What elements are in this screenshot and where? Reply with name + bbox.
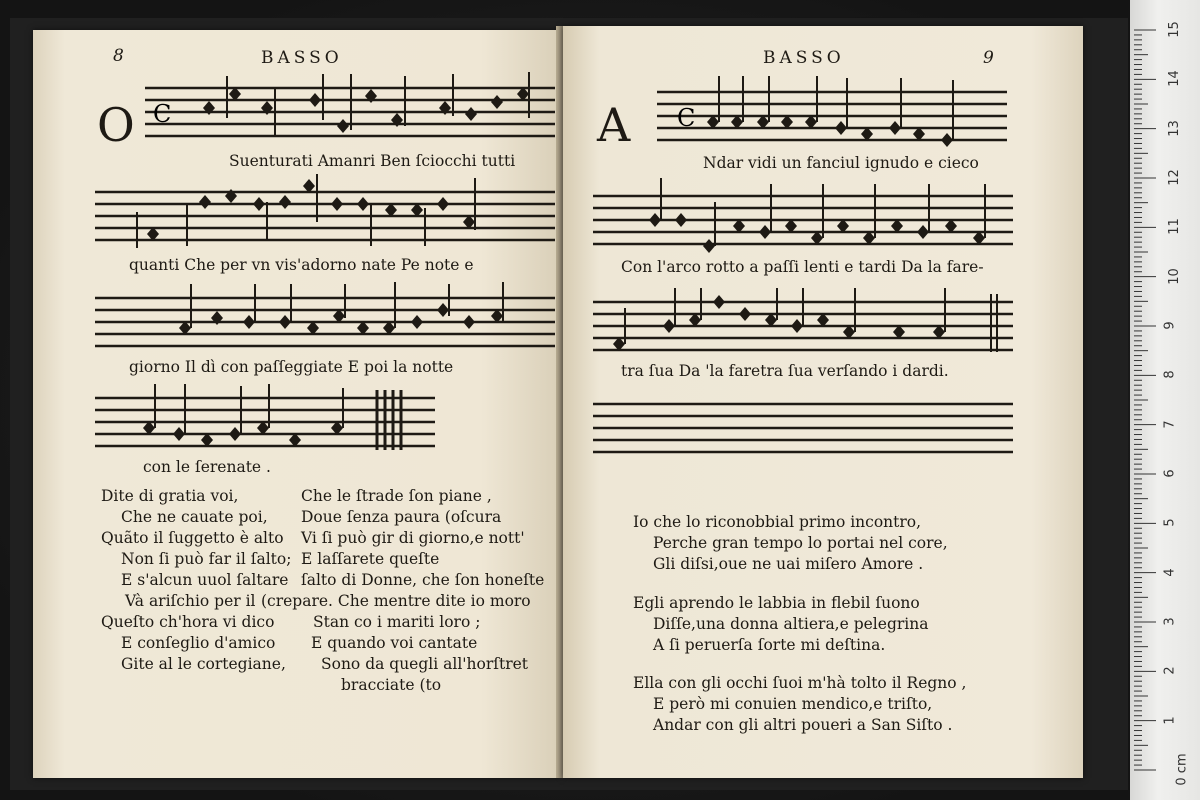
- verse-line: A ſi peruerſa ſorte mi deſtina.: [653, 636, 886, 654]
- left-lyric-2: quanti Che per vn vis'adorno nate Pe note e: [129, 256, 474, 274]
- left-staff-4: [95, 388, 435, 458]
- verse-line: Vi ſi può gir di giorno,e nott': [301, 529, 525, 547]
- ruler-label: 9: [1162, 321, 1178, 330]
- ruler-label: 8: [1162, 370, 1178, 379]
- verse-line: Che le ſtrade ſon piane ,: [301, 487, 492, 505]
- ruler-label: 13: [1166, 119, 1182, 137]
- verse-line: ſalto di Donne, che ſon honeſte: [301, 571, 545, 589]
- right-empty-staff: [593, 394, 1013, 460]
- verse-line: (crepare. Che mentre dite io moro: [261, 592, 531, 610]
- ruler-label: 12: [1166, 169, 1182, 186]
- ruler-label: 0 cm: [1174, 753, 1190, 786]
- right-stanza-2: [633, 593, 928, 656]
- right-staff-1: [657, 82, 1007, 152]
- ruler-label: 11: [1166, 218, 1182, 236]
- right-stanza-3: [633, 673, 966, 736]
- verse-line: Doue ſenza paura (oſcura: [301, 508, 502, 526]
- right-page-number: 9: [983, 48, 994, 68]
- right-lyric-1: Ndar vidi un fanciul ignudo e cieco: [703, 154, 979, 172]
- verse-line: Andar con gli altri poueri a San Siſto .: [653, 716, 953, 734]
- verse-line: E s'alcun uuol ſaltare: [121, 571, 289, 589]
- right-running-head: BASSO: [763, 48, 845, 68]
- verse-line: Gite al le cortegiane,: [121, 655, 286, 673]
- right-drop-cap: A: [597, 98, 631, 152]
- verse-line: Perche gran tempo lo portai nel core,: [653, 534, 948, 552]
- verse-line: Queſto ch'hora vi dico: [101, 613, 275, 631]
- right-staff-3: [593, 292, 1013, 362]
- verse-line: E conſeglio d'amico: [121, 634, 276, 652]
- verse-line: Non ſi può far il ſalto;: [121, 550, 292, 568]
- ruler-label: 7: [1162, 420, 1178, 429]
- verse-line: E laſſarete queſte: [301, 550, 440, 568]
- verse-line: bracciate (to: [341, 676, 442, 694]
- right-staff-2: [593, 186, 1013, 256]
- verse-line: Ella con gli occhi ſuoi m'hà tolto il Regno ,: [633, 674, 967, 692]
- right-lyric-3: tra ſua Da 'la faretra ſua verſando i dardi.: [621, 362, 949, 380]
- left-page: [33, 30, 560, 778]
- ruler-label: 5: [1162, 518, 1178, 527]
- verse-line: Che ne cauate poi,: [121, 508, 268, 526]
- ruler-label: 15: [1166, 21, 1182, 38]
- ruler-ticks: [1130, 0, 1200, 800]
- ruler-label: 6: [1162, 469, 1178, 478]
- left-staff-1: [145, 80, 555, 150]
- ruler-label: 2: [1162, 666, 1178, 675]
- verse-line: Dite di gratia voi,: [101, 487, 239, 505]
- right-lyric-2: Con l'arco rotto a paſſi lenti e tardi Da la fare-: [621, 258, 984, 276]
- left-verse-col1: [101, 486, 291, 675]
- verse-line: E quando voi cantate: [311, 634, 478, 652]
- left-page-number: 8: [113, 46, 124, 66]
- ruler-label: 1: [1162, 716, 1178, 725]
- svg-text:C: C: [153, 100, 172, 128]
- left-lyric-1: Suenturati Amanri Ben ſciocchi tutti: [229, 152, 516, 170]
- verse-line: Stan co i mariti loro ;: [313, 613, 481, 631]
- left-running-head: BASSO: [261, 48, 343, 68]
- verse-line: Egli aprendo le labbia in flebil ſuono: [633, 594, 920, 612]
- left-verse-col2: [261, 486, 545, 696]
- verse-line: Quãto il ſuggetto è alto: [101, 529, 284, 547]
- left-staff-2: [95, 182, 555, 252]
- left-staff-3: [95, 288, 555, 358]
- verse-line: Và ariſchio per il: [125, 592, 256, 610]
- right-stanza-1: [633, 512, 948, 575]
- svg-text:C: C: [677, 104, 696, 132]
- verse-line: Sono da quegli all'horſtret: [321, 655, 529, 673]
- ruler-label: 4: [1162, 568, 1178, 577]
- left-lyric-3: giorno Il dì con paſſeggiate E poi la notte: [129, 358, 454, 376]
- cm-ruler: [1130, 0, 1200, 800]
- verse-line: Diſſe,una donna altiera,e pelegrina: [653, 615, 929, 633]
- verse-line: Gli diſsi,oue ne uai miſero Amore .: [653, 555, 924, 573]
- left-drop-cap: O: [97, 98, 135, 152]
- left-lyric-4: con le ſerenate .: [143, 458, 271, 476]
- verse-line: Io che lo riconobbial primo incontro,: [633, 513, 922, 531]
- ruler-label: 10: [1166, 267, 1182, 285]
- ruler-label: 3: [1162, 617, 1178, 626]
- right-page: [563, 26, 1083, 778]
- ruler-label: 14: [1166, 70, 1182, 88]
- verse-line: E però mi conuien mendico,e triſto,: [653, 695, 933, 713]
